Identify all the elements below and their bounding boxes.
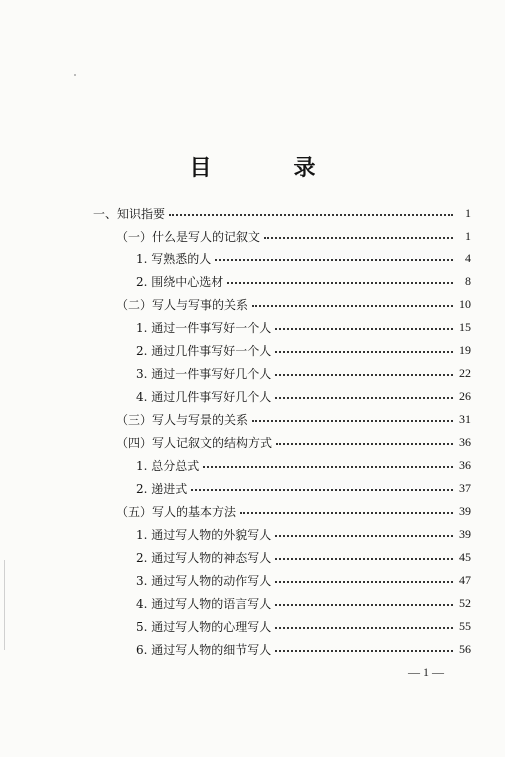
dot-leader	[252, 420, 453, 422]
dot-leader	[227, 282, 453, 284]
toc-entry-label: 2. 围绕中心选材	[136, 274, 224, 289]
toc-entry[interactable]	[116, 432, 471, 452]
toc-entry[interactable]	[136, 570, 471, 590]
toc-entry[interactable]	[136, 386, 471, 406]
toc-entry[interactable]	[116, 501, 471, 521]
toc-entry-page: 26	[459, 388, 471, 403]
scan-speck	[74, 74, 76, 76]
dot-leader	[275, 627, 453, 629]
dot-leader	[215, 259, 453, 261]
toc-entry[interactable]	[136, 340, 471, 360]
toc-entry-page: 8	[465, 273, 471, 288]
dot-leader	[240, 512, 453, 514]
scan-edge-line	[4, 560, 5, 650]
toc-entry-page: 31	[459, 411, 471, 426]
toc-entry-page: 10	[459, 296, 471, 311]
toc-entry[interactable]	[136, 317, 471, 337]
toc-entry-label: （四）写人记叙文的结构方式	[116, 435, 273, 450]
toc-entry-page: 39	[459, 526, 471, 541]
dot-leader	[264, 237, 453, 239]
toc-entry-label: （一）什么是写人的记叙文	[116, 229, 261, 244]
toc-entry-label: 2. 通过写人物的神态写人	[136, 550, 272, 565]
page-number-footer: — 1 —	[408, 665, 444, 679]
dot-leader	[275, 558, 453, 560]
toc-entry[interactable]	[116, 409, 471, 429]
toc-entry[interactable]	[116, 294, 471, 314]
dot-leader	[276, 443, 453, 445]
toc-entry-label: 一、知识指要	[93, 206, 166, 221]
toc-entry-page: 4	[465, 250, 471, 265]
toc-entry-label: （五）写人的基本方法	[116, 504, 237, 519]
toc-entry-label: 1. 写熟悉的人	[136, 251, 212, 266]
toc-entry-page: 36	[459, 457, 471, 472]
toc-entry-page: 47	[459, 572, 471, 587]
toc-entry-label: 1. 总分总式	[136, 458, 200, 473]
toc-entry[interactable]	[93, 203, 471, 223]
toc-entry[interactable]	[136, 639, 471, 659]
toc-entry-label: 3. 通过写人物的动作写人	[136, 573, 272, 588]
toc-entry[interactable]	[136, 547, 471, 567]
toc-entry-label: 4. 通过几件事写好几个人	[136, 389, 272, 404]
toc-entry[interactable]	[136, 616, 471, 636]
toc-entry-label: 2. 递进式	[136, 481, 188, 496]
dot-leader	[275, 397, 453, 399]
page-title: 目 录	[189, 156, 346, 181]
dot-leader	[203, 466, 453, 468]
toc-entry-label: 1. 通过一件事写好一个人	[136, 320, 272, 335]
toc-entry[interactable]	[136, 524, 471, 544]
toc-entry-label: （二）写人与写事的关系	[116, 297, 249, 312]
toc-entry-page: 55	[459, 618, 471, 633]
toc-entry-label: 5. 通过写人物的心理写人	[136, 619, 272, 634]
toc-entry-label: 2. 通过几件事写好一个人	[136, 343, 272, 358]
toc-entry[interactable]	[136, 455, 471, 475]
toc-entry-page: 19	[459, 342, 471, 357]
toc-entry[interactable]	[136, 248, 471, 268]
toc-entry-page: 1	[465, 228, 471, 243]
dot-leader	[252, 305, 453, 307]
toc-entry-page: 36	[459, 434, 471, 449]
dot-leader	[275, 374, 453, 376]
dot-leader	[275, 581, 453, 583]
dot-leader	[275, 351, 453, 353]
toc-entry-label: 6. 通过写人物的细节写人	[136, 642, 272, 657]
toc-entry-page: 39	[459, 503, 471, 518]
toc-entry[interactable]	[136, 593, 471, 613]
toc-entry-label: （三）写人与写景的关系	[116, 412, 249, 427]
toc-entry-page: 1	[465, 205, 471, 220]
toc-entry-page: 45	[459, 549, 471, 564]
dot-leader	[275, 604, 453, 606]
toc-entry[interactable]	[116, 226, 471, 246]
toc-entry-label: 4. 通过写人物的语言写人	[136, 596, 272, 611]
toc-entry[interactable]	[136, 363, 471, 383]
dot-leader	[275, 535, 453, 537]
toc-entry-page: 15	[459, 319, 471, 334]
dot-leader	[275, 650, 453, 652]
dot-leader	[169, 214, 453, 216]
toc-entry[interactable]	[136, 271, 471, 291]
toc-entry-label: 1. 通过写人物的外貌写人	[136, 527, 272, 542]
toc-entry-page: 37	[459, 480, 471, 495]
toc-entry[interactable]	[136, 478, 471, 498]
toc-entry-page: 56	[459, 641, 471, 656]
dot-leader	[191, 489, 453, 491]
toc-entry-label: 3. 通过一件事写好几个人	[136, 366, 272, 381]
toc-entry-page: 52	[459, 595, 471, 610]
dot-leader	[275, 328, 453, 330]
toc-entry-page: 22	[459, 365, 471, 380]
